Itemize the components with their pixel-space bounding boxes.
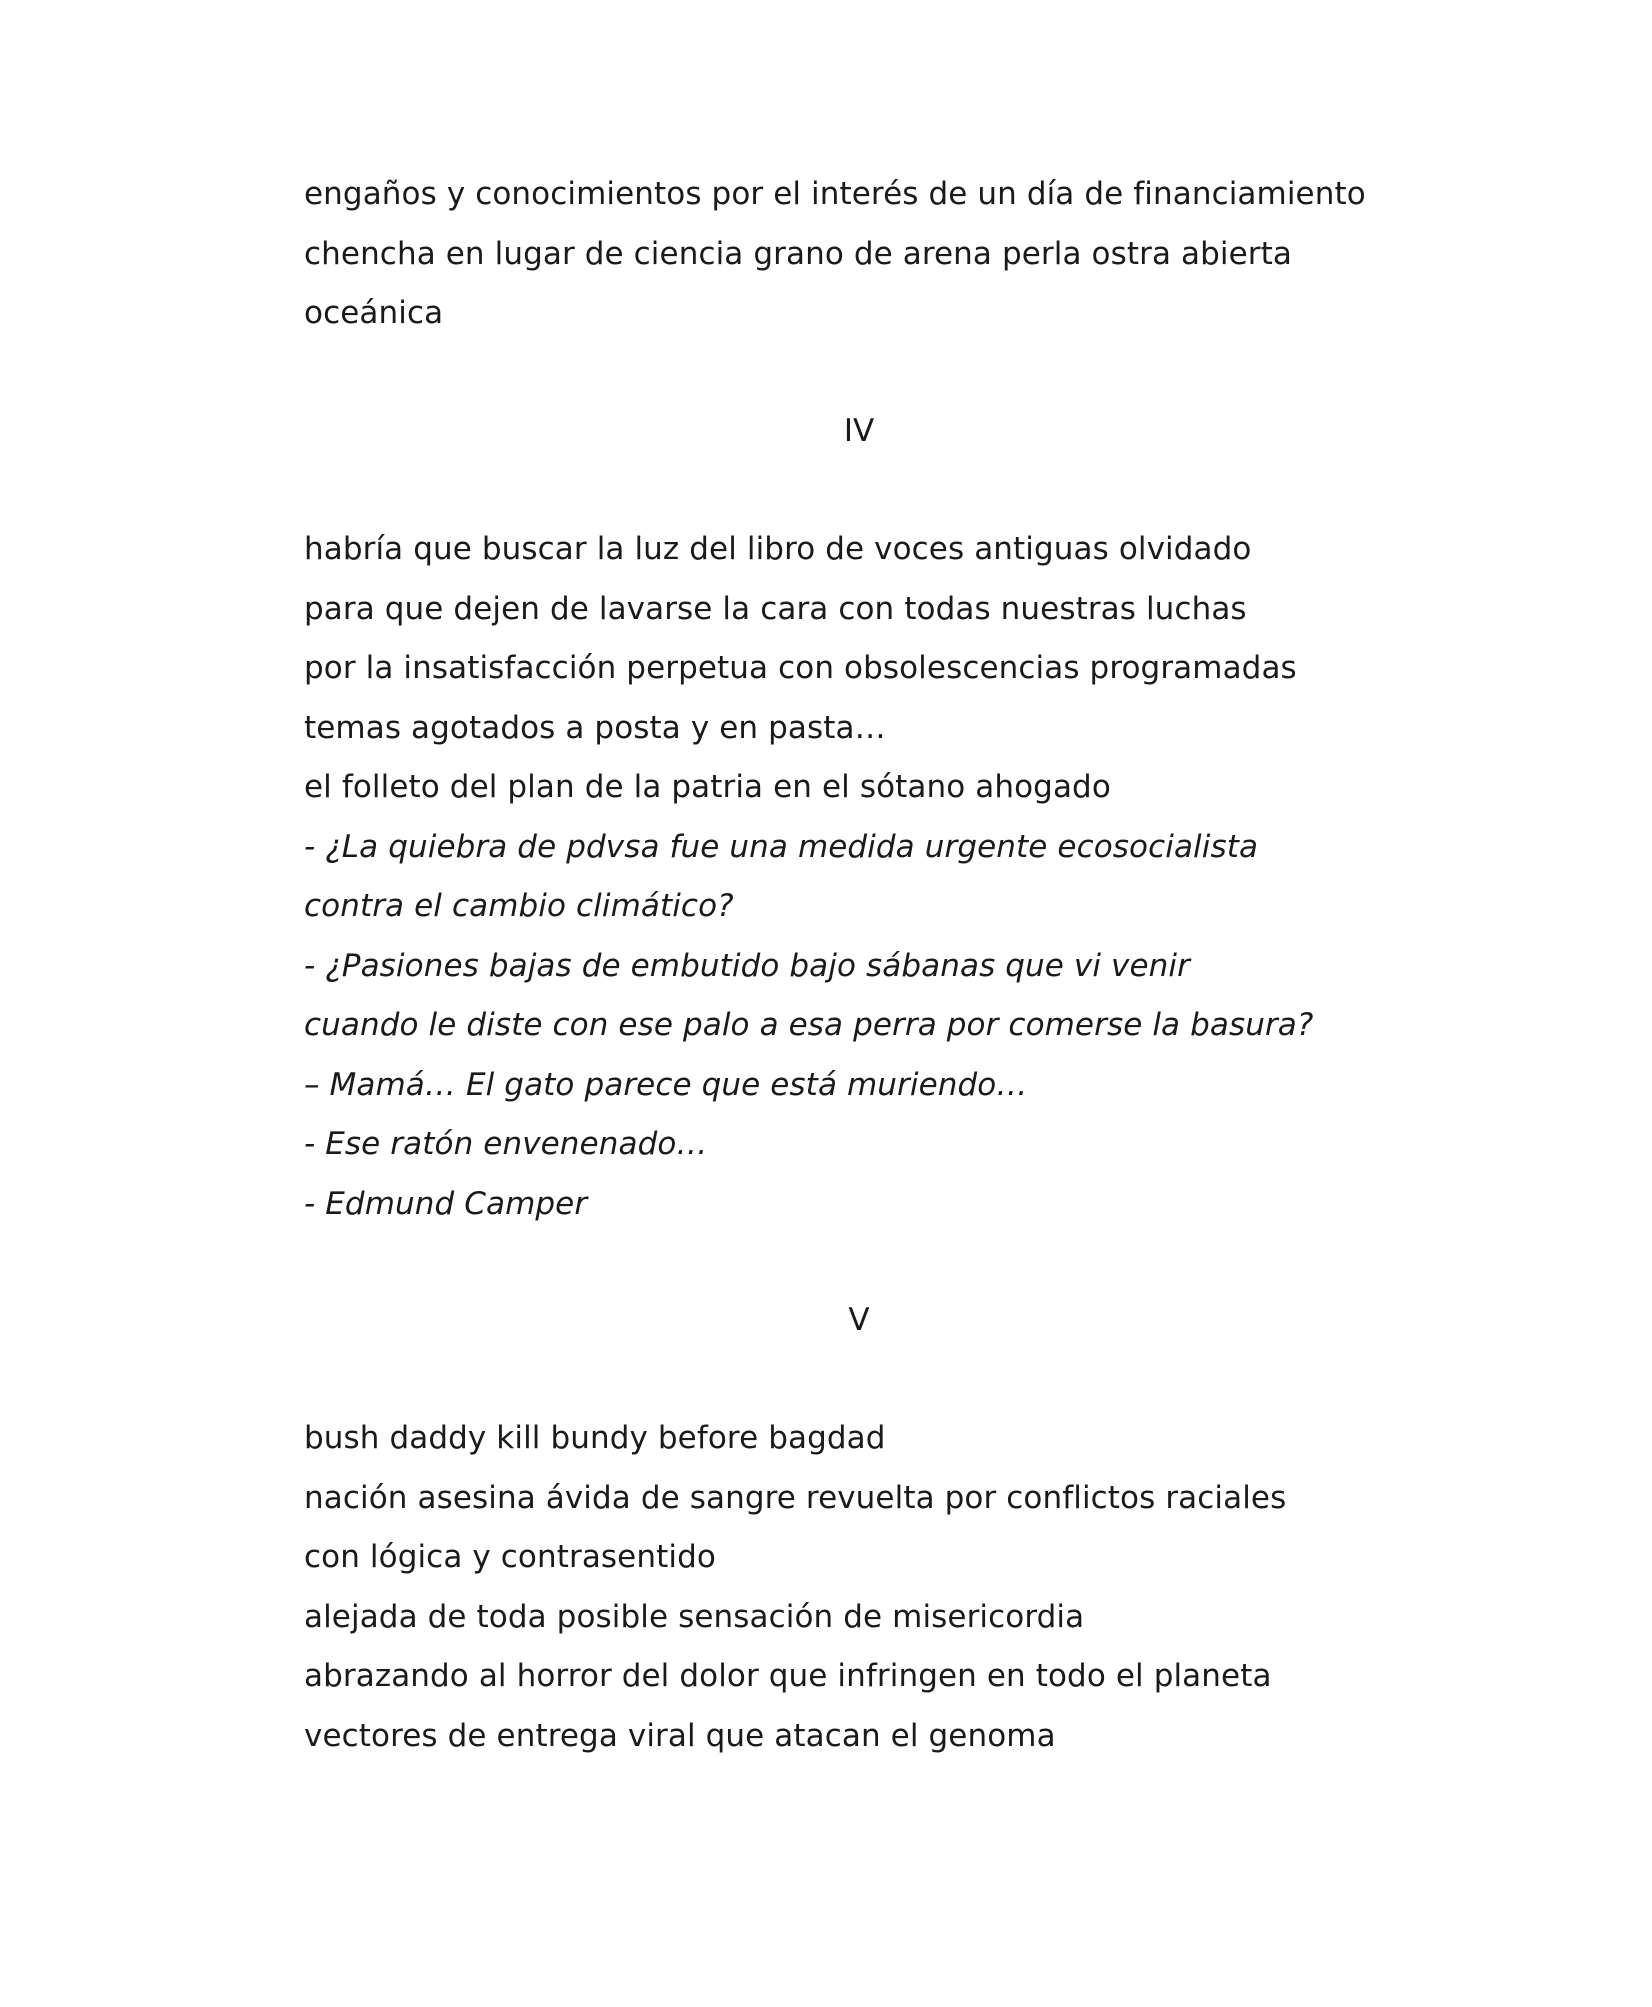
poem-line: oceánica: [304, 295, 444, 331]
section-heading-iv: IV: [843, 413, 875, 449]
poem-line: chencha en lugar de ciencia grano de arena perla ostra abierta: [304, 235, 1292, 272]
dialogue-line: - ¿Pasiones bajas de embutido bajo sábanas que vi venir: [304, 947, 1190, 984]
poem-line: alejada de toda posible sensación de misericordia: [304, 1598, 1085, 1635]
poem-line: temas agotados a posta y en pasta…: [304, 709, 886, 746]
dialogue-line: – Mamá… El gato parece que está muriendo…: [304, 1066, 1028, 1103]
poem-line: por la insatisfacción perpetua con obsolescencias programadas: [304, 650, 1297, 686]
dialogue-line: - Edmund Camper: [304, 1185, 588, 1222]
poem-line: nación asesina ávida de sangre revuelta por conflictos raciales: [304, 1479, 1287, 1516]
poem-line: abrazando al horror del dolor que infringen en todo el planeta: [304, 1658, 1272, 1694]
poem-line: para que dejen de lavarse la cara con todas nuestras luchas: [304, 590, 1247, 627]
poem-line: habría que buscar la luz del libro de voces antiguas olvidado: [304, 531, 1252, 567]
section-heading-v: V: [848, 1302, 870, 1338]
stanza-v: [304, 1409, 1404, 1766]
stanza-iv: [304, 520, 1404, 1234]
dialogue-line: - Ese ratón envenenado…: [304, 1126, 708, 1162]
stanza-1: [304, 165, 1404, 344]
dialogue-line: - ¿La quiebra de pdvsa fue una medida urgente ecosocialista: [304, 828, 1259, 865]
poem-line: vectores de entrega viral que atacan el genoma: [304, 1717, 1056, 1754]
dialogue-line: contra el cambio climático?: [304, 888, 734, 924]
dialogue-line: cuando le diste con ese palo a esa perra por comerse la basura?: [304, 1007, 1314, 1043]
poem-line: bush daddy kill bundy before bagdad: [304, 1420, 886, 1456]
poem-line: el folleto del plan de la patria en el sótano ahogado: [304, 769, 1111, 805]
poem-line: con lógica y contrasentido: [304, 1539, 716, 1575]
poem-line: engaños y conocimientos por el interés de un día de financiamiento: [304, 176, 1366, 212]
